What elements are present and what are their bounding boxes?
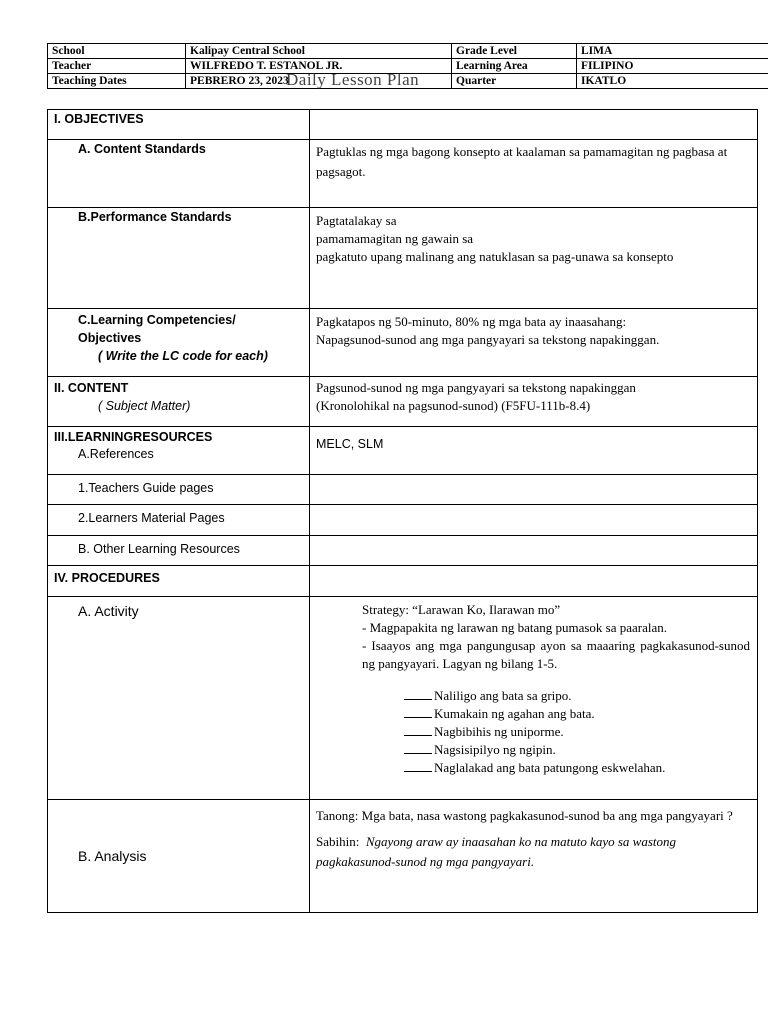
value-teacher: WILFREDO T. ESTANOL JR. [186, 59, 452, 74]
content-heading: II. CONTENT [54, 381, 129, 395]
row-content [48, 377, 758, 427]
answer-blank [404, 688, 432, 700]
list-item: Nagbibihis ng uniporme. [404, 723, 750, 741]
analysis-say [316, 832, 751, 872]
value-school: Kalipay Central School [186, 44, 452, 59]
value-learning-area: FILIPINO [577, 59, 768, 74]
say-text: Ngayong araw ay inaasahan ko na matuto kayo sa wastong pagkakasunod-sunod ng mga pangyayari. [316, 834, 677, 869]
content-line-1: Pagsunod-sunod ng mga pangyayari sa tekstong napakinggan [316, 380, 636, 395]
label-teacher: Teacher [48, 59, 186, 74]
header-row-school [48, 44, 768, 59]
resources-heading: III.LEARNINGRESOURCES [54, 430, 213, 444]
activity-bullet-1: - Magpapakita ng larawan ng batang pumasok sa paaralan. [362, 620, 668, 635]
objectives-heading: I. OBJECTIVES [48, 110, 310, 140]
row-learning-resources [48, 427, 758, 475]
answer-blank [404, 724, 432, 736]
answer-blank [404, 742, 432, 754]
activity-bullet-2: - Isaayos ang mga pangungusap ayon sa maaaring pagkakasunod-sunod ng pangyayari. Lagyan ng bilang 1-5. [362, 638, 750, 671]
lesson-plan-table [47, 109, 758, 913]
answer-blank [404, 760, 432, 772]
content-line-2: (Kronolohikal na pagsunod-sunod) (F5FU-111b-8.4) [316, 398, 591, 413]
row-activity [48, 597, 758, 800]
answer-blank [404, 706, 432, 718]
header-row-dates [48, 74, 768, 89]
references-label: A.References [78, 447, 154, 461]
label-quarter: Quarter [452, 74, 577, 89]
activity-label: A. Activity [48, 597, 310, 800]
content-standards-label: A. Content Standards [48, 140, 310, 208]
learners-material-label: 2.Learners Material Pages [48, 505, 310, 536]
analysis-label: B. Analysis [48, 800, 310, 913]
row-teachers-guide [48, 475, 758, 505]
performance-line-1: Pagtatalakay sa [316, 213, 397, 228]
value-grade-level: LIMA [577, 44, 768, 59]
competencies-line-2: Napagsunod-sunod ang mga pangyayari sa tekstong napakinggan. [316, 332, 660, 347]
activity-items-list [362, 687, 750, 777]
label-learning-area: Learning Area [452, 59, 577, 74]
row-analysis [48, 800, 758, 913]
performance-line-3: pagkatuto upang malinang ang natuklasan sa pag-unawa sa konsepto [316, 249, 674, 264]
value-teaching-dates: PEBRERO 23, 2023 [186, 74, 452, 89]
competencies-label-1: C.Learning Competencies/ [78, 313, 236, 327]
say-label: Sabihin: [316, 834, 360, 849]
label-school: School [48, 44, 186, 59]
content-standards-text: Pagtuklas ng mga bagong konsepto at kaalaman sa pamamagitan ng pagbasa at pagsagot. [316, 144, 728, 179]
row-procedures-heading [48, 566, 758, 597]
row-content-standards [48, 140, 758, 208]
list-item: Naliligo ang bata sa gripo. [404, 687, 750, 705]
teachers-guide-label: 1.Teachers Guide pages [48, 475, 310, 505]
competencies-line-1: Pagkatapos ng 50-minuto, 80% ng mga bata ay inaasahang: [316, 314, 627, 329]
competencies-note: ( Write the LC code for each) [98, 349, 268, 363]
row-other-resources [48, 536, 758, 566]
header-row-teacher [48, 59, 768, 74]
procedures-heading: IV. PROCEDURES [48, 566, 310, 597]
activity-strategy: Strategy: “Larawan Ko, Ilarawan mo” [362, 602, 561, 617]
row-learning-competencies [48, 309, 758, 377]
label-grade-level: Grade Level [452, 44, 577, 59]
list-item: Nagsisipilyo ng ngipin. [404, 741, 750, 759]
analysis-question: Tanong: Mga bata, nasa wastong pagkakasunod-sunod ba ang mga pangyayari ? [316, 808, 733, 823]
value-quarter: IKATLO [577, 74, 768, 89]
list-item: Kumakain ng agahan ang bata. [404, 705, 750, 723]
performance-standards-label: B.Performance Standards [48, 208, 310, 309]
row-performance-standards [48, 208, 758, 309]
row-objectives-heading [48, 110, 758, 140]
dlp-overlay-title: Daily Lesson Plan [286, 70, 420, 89]
competencies-label-2: Objectives [78, 331, 142, 345]
row-learners-material [48, 505, 758, 536]
performance-line-2: pamamamagitan ng gawain sa [316, 231, 474, 246]
other-resources-label: B. Other Learning Resources [48, 536, 310, 566]
references-value: MELC, SLM [310, 427, 758, 475]
header-info-table [47, 43, 768, 89]
label-teaching-dates: Teaching Dates [48, 74, 186, 89]
list-item: Naglalakad ang bata patungong eskwelahan. [404, 759, 750, 777]
subject-matter-label: ( Subject Matter) [98, 399, 191, 413]
